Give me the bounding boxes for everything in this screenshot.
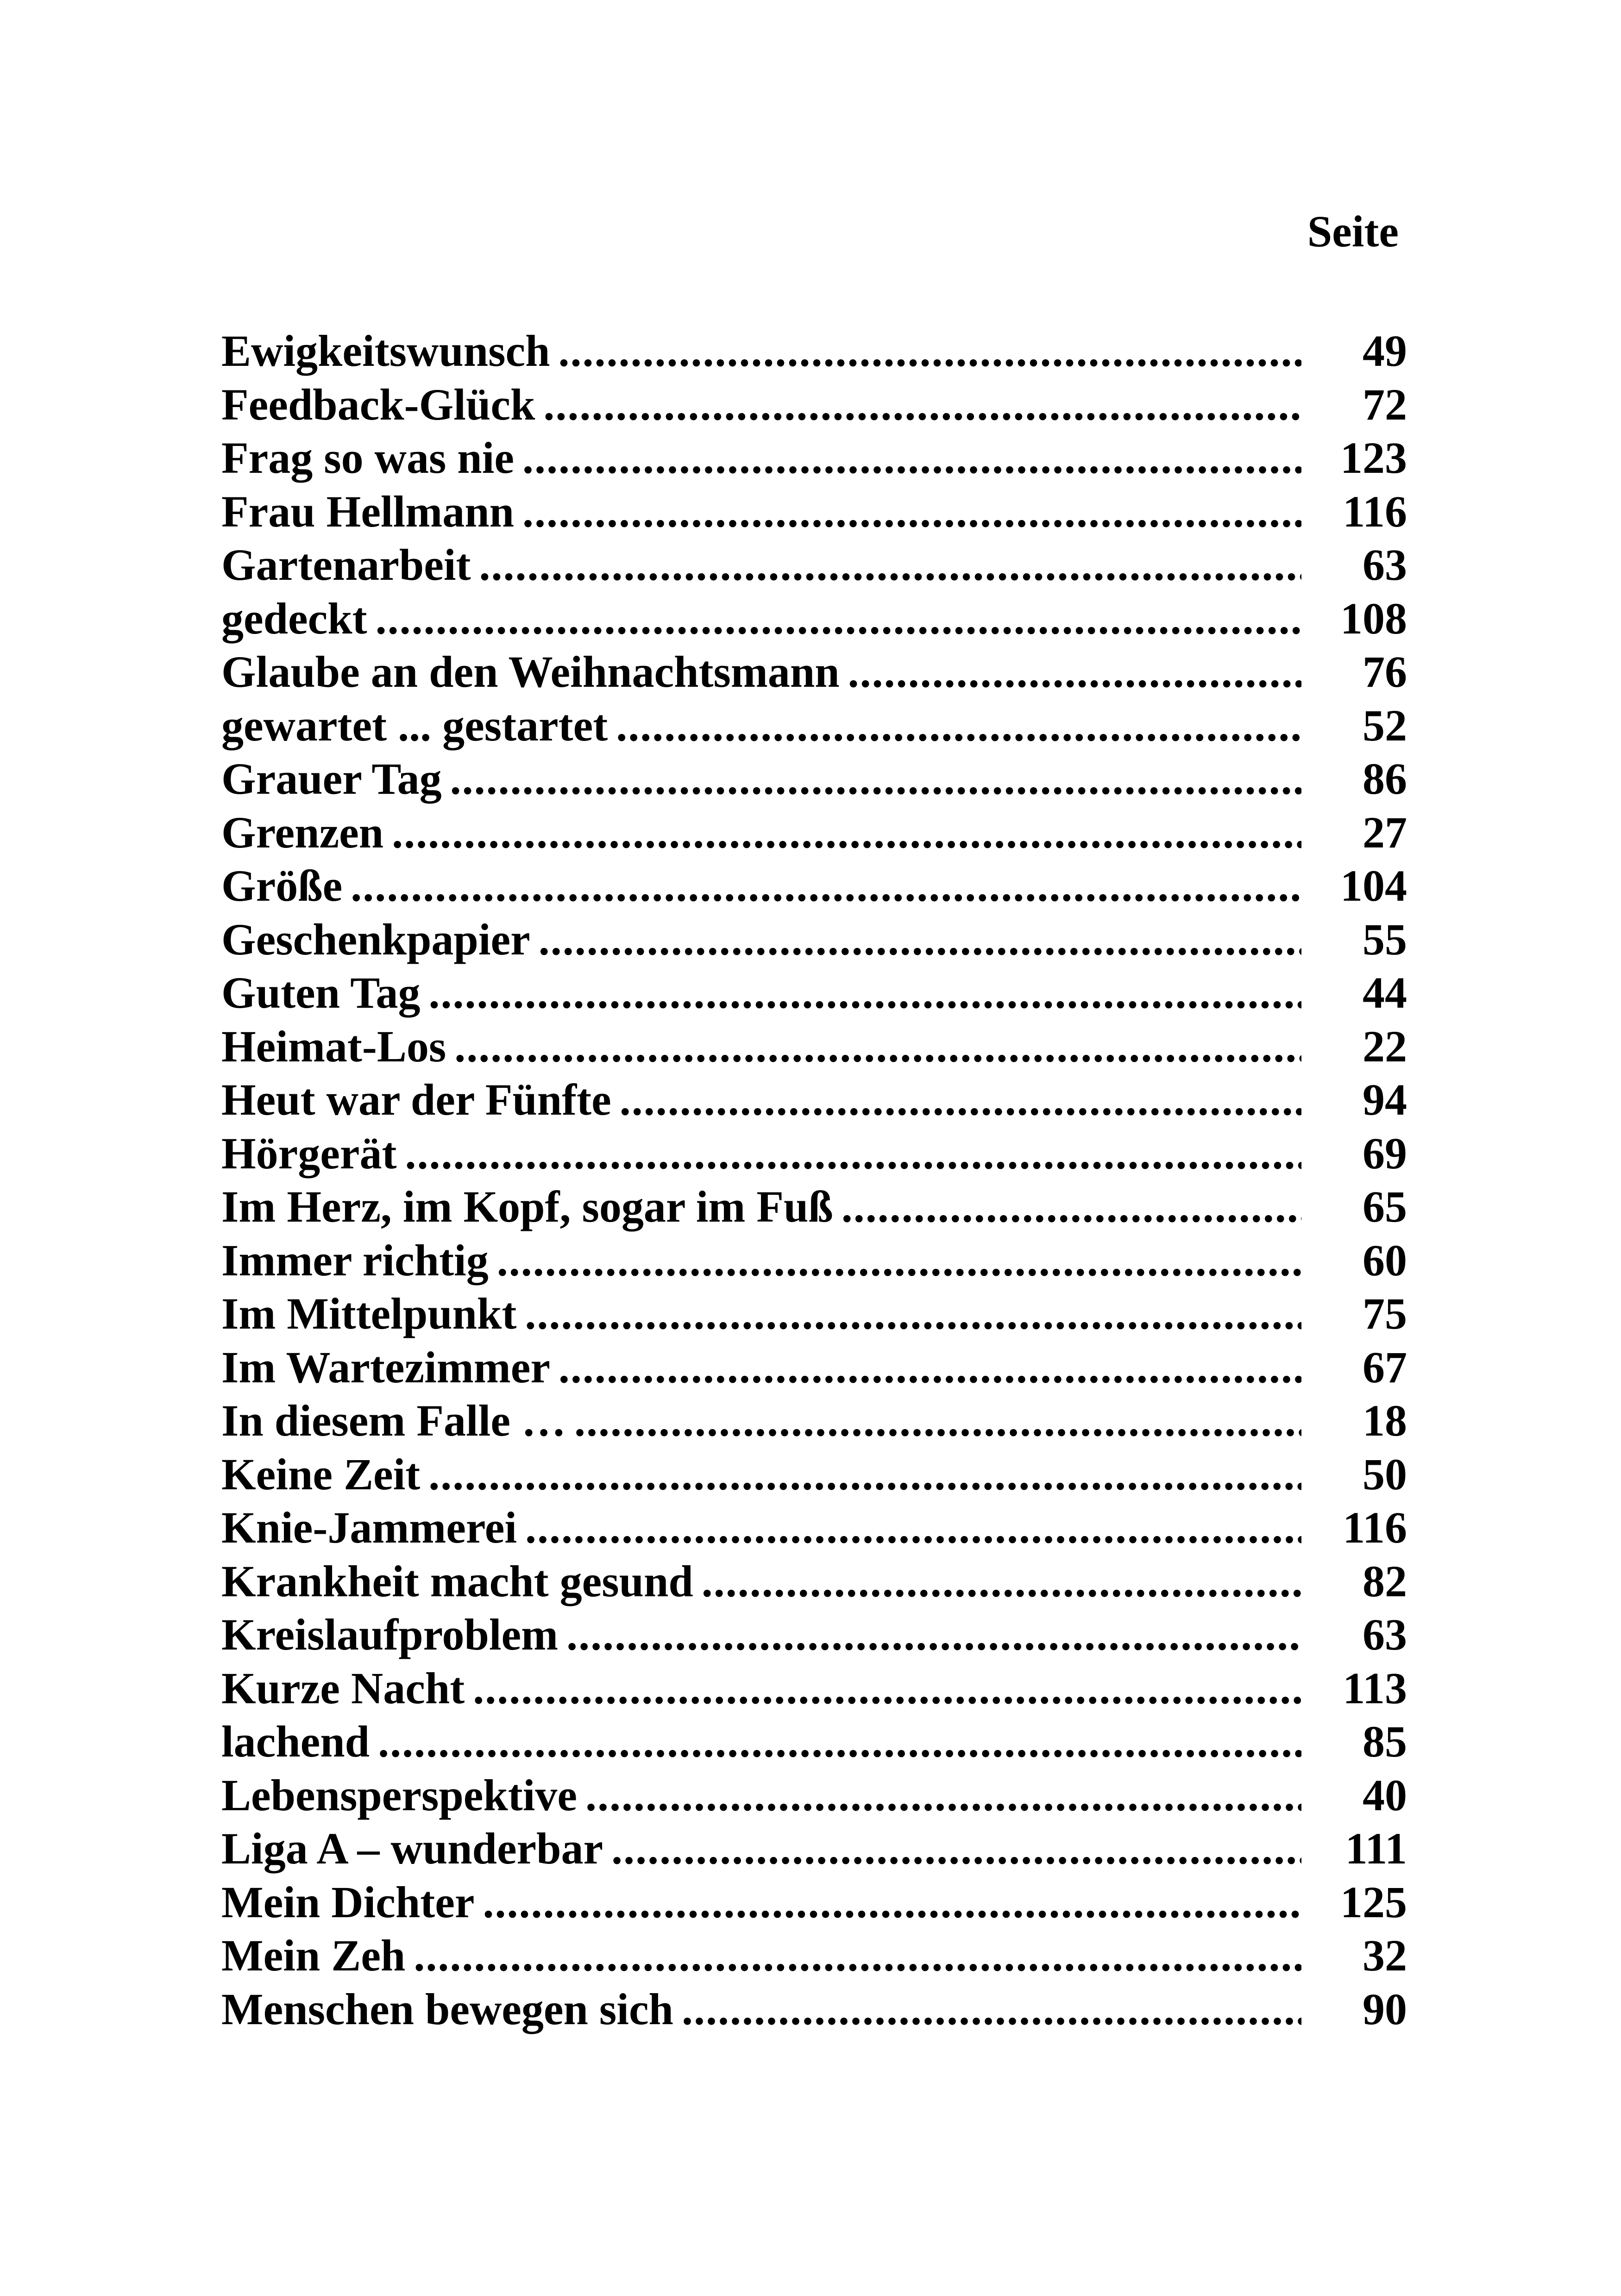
toc-entry-title: lachend	[221, 1717, 370, 1766]
toc-entry-page-number: 67	[1363, 1342, 1407, 1392]
toc-entry-page-number: 50	[1363, 1449, 1407, 1499]
toc-entry-page-number: 40	[1363, 1770, 1407, 1820]
toc-entry-title: Im Mittelpunkt	[221, 1289, 517, 1338]
table-of-contents	[221, 324, 1407, 2036]
toc-entry	[221, 1662, 1407, 1715]
toc-entry-title: Heut war der Fünfte	[221, 1075, 611, 1124]
dot-leader	[454, 1020, 1301, 1073]
toc-entry	[221, 1287, 1407, 1341]
dot-leader	[522, 485, 1301, 539]
toc-entry	[221, 1073, 1407, 1127]
toc-entry-page-number: 94	[1363, 1075, 1407, 1124]
dot-leader	[574, 1394, 1301, 1448]
toc-entry-title: In diesem Falle …	[221, 1396, 566, 1445]
toc-entry	[221, 1555, 1407, 1608]
toc-entry	[221, 966, 1407, 1020]
dot-leader	[378, 1715, 1301, 1769]
toc-entry	[221, 324, 1407, 378]
toc-entry-page-number: 52	[1363, 700, 1407, 750]
toc-entry	[221, 1180, 1407, 1234]
dot-leader	[702, 1555, 1301, 1608]
toc-entry-title: Geschenkpapier	[221, 914, 530, 964]
dot-leader	[559, 324, 1302, 378]
toc-entry	[221, 752, 1407, 806]
toc-entry-page-number: 65	[1363, 1182, 1407, 1231]
toc-entry-title: gedeckt	[221, 593, 367, 643]
toc-entry	[221, 431, 1407, 485]
dot-leader	[525, 1501, 1301, 1555]
dot-leader	[539, 913, 1301, 966]
toc-entry-page-number: 63	[1363, 1610, 1407, 1659]
toc-entry-title: Kurze Nacht	[221, 1663, 465, 1713]
dot-leader	[479, 538, 1302, 592]
toc-entry-page-number: 90	[1363, 1984, 1407, 2034]
toc-entry	[221, 378, 1407, 432]
toc-entry	[221, 645, 1407, 699]
toc-entry-title: Mein Dichter	[221, 1877, 475, 1927]
toc-entry-page-number: 69	[1363, 1128, 1407, 1178]
toc-entry-title: Kreislaufproblem	[221, 1610, 559, 1659]
dot-leader	[392, 806, 1301, 859]
toc-entry-page-number: 75	[1363, 1289, 1407, 1338]
toc-entry	[221, 1020, 1407, 1073]
toc-entry	[221, 538, 1407, 592]
toc-entry	[221, 1769, 1407, 1822]
page-column-header: Seite	[1307, 207, 1399, 256]
toc-entry	[221, 699, 1407, 753]
toc-entry	[221, 1341, 1407, 1394]
toc-entry-page-number: 22	[1363, 1021, 1407, 1071]
toc-entry-page-number: 76	[1363, 647, 1407, 696]
toc-entry-title: gewartet ... gestartet	[221, 700, 608, 750]
dot-leader	[842, 1180, 1301, 1234]
toc-entry	[221, 1929, 1407, 1982]
toc-entry-page-number: 44	[1363, 968, 1407, 1017]
dot-leader	[497, 1234, 1301, 1287]
dot-leader	[525, 1287, 1301, 1341]
toc-entry-page-number: 116	[1343, 1503, 1407, 1552]
dot-leader	[566, 1608, 1301, 1662]
toc-entry-page-number: 125	[1340, 1877, 1407, 1927]
dot-leader	[450, 752, 1301, 806]
dot-leader	[376, 592, 1301, 646]
dot-leader	[543, 378, 1301, 432]
dot-leader	[682, 1982, 1301, 2036]
toc-entry-title: Immer richtig	[221, 1235, 489, 1285]
toc-entry-page-number: 72	[1363, 379, 1407, 429]
toc-entry	[221, 592, 1407, 646]
dot-leader	[414, 1929, 1301, 1982]
toc-entry-page-number: 49	[1363, 326, 1407, 376]
toc-entry-title: Heimat-Los	[221, 1021, 446, 1071]
dot-leader	[483, 1876, 1301, 1929]
dot-leader	[429, 966, 1301, 1020]
toc-entry-page-number: 18	[1363, 1396, 1407, 1445]
dot-leader	[611, 1822, 1301, 1876]
toc-entry-title: Glaube an den Weihnachtsmann	[221, 647, 840, 696]
toc-entry-page-number: 104	[1340, 861, 1407, 910]
toc-entry	[221, 1127, 1407, 1180]
toc-entry	[221, 913, 1407, 966]
toc-entry-page-number: 116	[1343, 486, 1407, 536]
toc-entry-title: Menschen bewegen sich	[221, 1984, 673, 2034]
toc-entry-page-number: 32	[1363, 1931, 1407, 1980]
toc-entry-title: Liga A – wunderbar	[221, 1824, 603, 1873]
toc-entry-page-number: 108	[1340, 593, 1407, 643]
toc-entry-page-number: 85	[1363, 1717, 1407, 1766]
toc-entry	[221, 1448, 1407, 1501]
toc-entry	[221, 1876, 1407, 1929]
dot-leader	[616, 699, 1301, 753]
toc-entry	[221, 859, 1407, 913]
toc-entry	[221, 1501, 1407, 1555]
toc-entry-title: Ewigkeitswunsch	[221, 326, 550, 376]
toc-entry-title: Keine Zeit	[221, 1449, 421, 1499]
toc-entry-page-number: 63	[1363, 540, 1407, 590]
toc-entry-title: Frag so was nie	[221, 433, 514, 483]
dot-leader	[848, 645, 1301, 699]
toc-entry-title: Lebensperspektive	[221, 1770, 577, 1820]
toc-entry	[221, 1394, 1407, 1448]
toc-entry-title: Krankheit macht gesund	[221, 1556, 693, 1606]
dot-leader	[473, 1662, 1301, 1715]
toc-entry-title: Im Herz, im Kopf, sogar im Fuß	[221, 1182, 833, 1231]
toc-entry-page-number: 111	[1345, 1824, 1407, 1873]
toc-entry-title: Grauer Tag	[221, 754, 442, 803]
toc-entry-title: Hörgerät	[221, 1128, 397, 1178]
toc-entry-page-number: 55	[1363, 914, 1407, 964]
toc-entry-title: Grenzen	[221, 807, 384, 857]
toc-entry	[221, 1982, 1407, 2036]
toc-entry	[221, 1822, 1407, 1876]
dot-leader	[620, 1073, 1301, 1127]
toc-entry	[221, 1715, 1407, 1769]
toc-entry-page-number: 27	[1363, 807, 1407, 857]
toc-entry-page-number: 123	[1340, 433, 1407, 483]
toc-entry-title: Frau Hellmann	[221, 486, 515, 536]
toc-entry-title: Größe	[221, 861, 343, 910]
toc-entry-title: Guten Tag	[221, 968, 421, 1017]
toc-entry-title: Gartenarbeit	[221, 540, 471, 590]
dot-leader	[351, 859, 1301, 913]
dot-leader	[559, 1341, 1301, 1394]
toc-entry-page-number: 60	[1363, 1235, 1407, 1285]
dot-leader	[405, 1127, 1301, 1180]
dot-leader	[428, 1448, 1301, 1501]
toc-entry-page-number: 82	[1363, 1556, 1407, 1606]
toc-entry	[221, 485, 1407, 539]
toc-entry	[221, 1234, 1407, 1287]
toc-entry-title: Im Wartezimmer	[221, 1342, 550, 1392]
dot-leader	[585, 1769, 1301, 1822]
dot-leader	[522, 431, 1301, 485]
toc-entry	[221, 806, 1407, 859]
toc-entry-title: Mein Zeh	[221, 1931, 406, 1980]
toc-entry-page-number: 113	[1343, 1663, 1407, 1713]
toc-entry	[221, 1608, 1407, 1662]
toc-entry-title: Knie-Jammerei	[221, 1503, 517, 1552]
toc-entry-title: Feedback-Glück	[221, 379, 535, 429]
toc-entry-page-number: 86	[1363, 754, 1407, 803]
